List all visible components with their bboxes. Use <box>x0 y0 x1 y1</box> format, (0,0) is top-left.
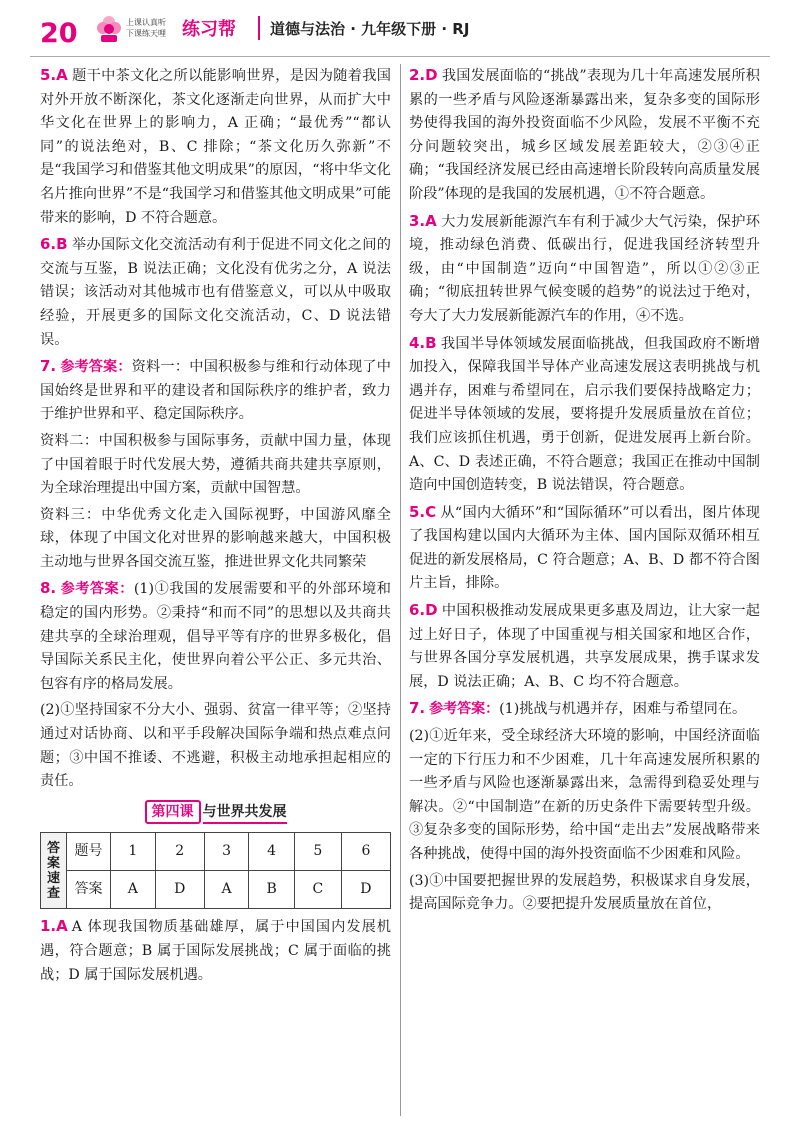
lesson-tag: 第四课 <box>145 800 201 824</box>
right-column <box>409 64 760 920</box>
table-cell: 5 <box>294 833 341 871</box>
question-number: 6.D <box>409 601 438 620</box>
table-cell: A <box>204 871 249 909</box>
answer-6B <box>40 233 391 352</box>
table-cell: 3 <box>204 833 249 871</box>
question-number: 4.B <box>409 333 437 352</box>
slogan-line-2: 下课练天哩 <box>126 29 166 38</box>
answer-text: 从“国内大循环”和“国际循环”可以看出，图片体现了我国构建以国内大循环为主体、国内国际双循环相互促进的新发展格局，C 符合题意；A、B、D 都不符合图片主旨，排除。 <box>409 504 760 592</box>
answer-5A <box>40 64 391 230</box>
answer-quick-check-table <box>40 832 391 909</box>
left-column <box>40 64 391 990</box>
reference-answer-label: 参考答案： <box>429 701 500 718</box>
header-rule <box>30 56 770 57</box>
answer-1A <box>40 915 391 987</box>
answer-7-right-part2: (2)①近年来，受全球经济大环境的影响，中国经济面临一定的下行压力和不少困难，几十年高速发展所积累的一些矛盾与风险也逐渐暴露出来，急需得到稳妥处理与解决。②“中国制造”在新的历史条件下需要转型升级。③复杂多变的国际形势，给中国“走出去”发展战略带来各种挑战，使得中国的海外投资面临不少困难和风险。 <box>409 728 760 862</box>
question-number: 5.C <box>409 502 437 521</box>
table-cell: 6 <box>341 833 390 871</box>
question-number: 8. <box>40 579 57 598</box>
flower-logo-icon <box>95 14 123 44</box>
brand-name: 练习帮 <box>182 19 236 40</box>
subject-title: 道德与法治 · 九年级下册 · RJ <box>270 20 470 38</box>
answer-text: 举办国际文化交流活动有利于促进不同文化之间的交流与互鉴，B 说法正确；文化没有优劣之分，A 说法错误；该活动对其他城市也有借鉴意义，可以从中吸取经验，开展更多的国际文化交流活动，C、D 说法错误。 <box>40 237 391 348</box>
page-header <box>0 0 800 62</box>
answer-text: 题干中茶文化之所以能影响世界，是因为随着我国对外开放不断深化，茶文化逐渐走向世界，从而扩大中华文化在世界上的影响力，A 正确；“最优秀”“都认同”的说法绝对，B、C 排除；“茶文化历久弥新”不是“我国学习和借鉴其他文明成果”的原因，“将中华文化名片推向世界”不是“我国学习和借鉴其他文明成果”可能带来的影响，D 不符合题意。 <box>40 68 391 226</box>
answer-7 <box>40 355 391 427</box>
table-cell: C <box>294 871 341 909</box>
question-number: 3.A <box>409 211 437 230</box>
answer-text: 资料一：中国积极参与维和行动体现了中国始终是世界和平的建设者和国际秩序的维护者，致力于维护世界和平、稳定国际秩序。 <box>40 359 391 423</box>
lesson-title: 与世界共发展 <box>203 802 287 824</box>
answer-text: 我国半导体领域发展面临挑战，但我国政府不断增加投入，保障我国半导体产业高速发展这表明挑战与机遇并存，困难与希望同在，启示我们要保持战略定力；促进半导体领域的发展，要将提升发展质量放在首位；我们应该抓住机遇，勇于创新，促进发展再上新台阶。A、C、D 表述正确，不符合题意；我国正在推动中国制造向中国创造转变，B 说法错误，符合题意。 <box>409 335 760 494</box>
answer-6D <box>409 599 760 694</box>
question-number-header: 题号 <box>67 833 111 871</box>
answer-text: 我国发展面临的“挑战”表现为几十年高速发展所积累的一些矛盾与风险逐渐暴露出来，复杂多变的国际形势使得我国的海外投资面临不少风险，发展不平衡不充分问题较突出，城乡区域发展差距较大，②③④正确；“我国经济发展已经由高速增长阶段转向高质量发展阶段”体现的是我国的发展机遇，①不符合题意。 <box>409 68 760 202</box>
answer-2D <box>409 64 760 207</box>
answer-3A <box>409 210 760 329</box>
question-number: 7. <box>409 699 426 718</box>
question-number: 5.A <box>40 66 68 84</box>
question-number: 2.D <box>409 66 438 84</box>
answer-7-part3: 资料三：中华优秀文化走入国际视野，中国游风靡全球，体现了中国文化对世界的影响越来越大，中国积极主动地与世界各国交流互鉴，推进世界文化共同繁荣 <box>40 506 391 570</box>
answer-7-right <box>409 697 760 722</box>
reference-answer-label: 参考答案： <box>60 359 132 376</box>
answer-text: (1)挑战与机遇并存，困难与希望同在。 <box>499 701 747 718</box>
answer-5C <box>409 501 760 596</box>
table-cell: D <box>155 871 204 909</box>
answer-text: 中国积极推动发展成果更多惠及周边，让大家一起过上好日子，体现了中国重视与相关国家和地区合作，与世界各国分享发展机遇，共享发展成果，携手谋求发展，D 说法正确；A、B、C 均不符合题意。 <box>409 603 760 690</box>
reference-answer-label: 参考答案： <box>60 581 134 598</box>
column-separator <box>400 64 401 1116</box>
table-cell: 2 <box>155 833 204 871</box>
answer-text: A 体现我国物质基础雄厚，属于中国国内发展机遇，符合题意；B 属于国际发展挑战；C 属于面临的挑战；D 属于国际发展机遇。 <box>40 919 391 983</box>
table-cell: A <box>111 871 156 909</box>
answer-text: 大力发展新能源汽车有利于减少大气污染，保护环境，推动绿色消费、低碳出行，促进我国经济转型升级，由“中国制造”迈向“中国智造”，所以①②③正确；“彻底扭转世界气候变暖的趋势”的说法过于绝对，夸大了大力发展新能源汽车的作用，④不选。 <box>409 213 760 324</box>
question-number: 7. <box>40 357 57 376</box>
answer-7-right-part3: (3)①中国要把握世界的发展趋势，积极谋求自身发展，提高国际竞争力。②要把提升发展质量放在首位， <box>409 872 760 913</box>
answer-8 <box>40 577 391 696</box>
table-cell: 1 <box>111 833 156 871</box>
slogan-line-1: 上课认真听 <box>126 18 166 27</box>
table-cell: D <box>341 871 390 909</box>
question-number: 1.A <box>40 917 68 936</box>
answer-header: 答案 <box>67 871 111 909</box>
answer-text: (1)①我国的发展需要和平的外部环境和稳定的国内形势。②秉持“和而不同”的思想以及共商共建共享的全球治理观，倡导平等有序的世界多极化，倡导国际关系民主化，使世界向着公平公正、多元共治、包容有序的格局发展。 <box>40 581 391 692</box>
table-cell: 4 <box>249 833 294 871</box>
answer-7-part2: 资料二：中国积极参与国际事务，贡献中国力量，体现了中国着眼于时代发展大势，遵循共商共建共享原则，为全球治理提出中国方案，贡献中国智慧。 <box>40 432 391 497</box>
slogan <box>126 17 166 39</box>
question-number: 6.B <box>40 235 68 254</box>
page-number: 20 <box>40 18 78 49</box>
answer-8-part2: (2)①坚持国家不分大小、强弱、贫富一律平等；②坚持通过对话协商、以和平手段解决国际争端和热点难点问题；③中国不推诿、不逃避，积极主动地承担起相应的责任。 <box>40 702 391 790</box>
answer-4B <box>409 332 760 498</box>
table-side-label: 答案速查 <box>41 833 67 909</box>
lesson-heading <box>40 800 391 825</box>
header-divider <box>258 16 260 40</box>
table-cell: B <box>249 871 294 909</box>
